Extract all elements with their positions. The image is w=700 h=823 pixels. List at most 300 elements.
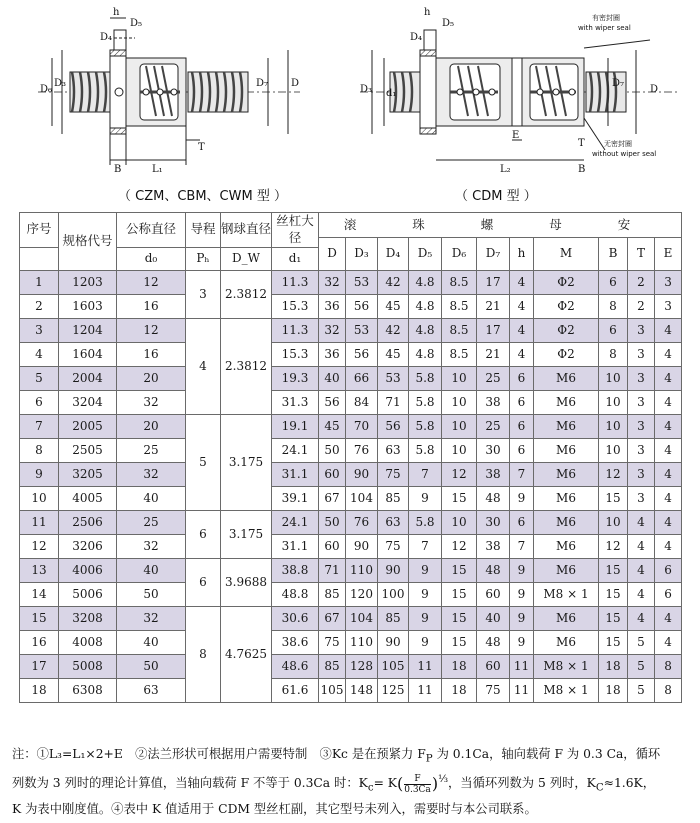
cell-e: 4 — [655, 366, 682, 390]
cell-d3: 53 — [346, 270, 378, 294]
cell-d5: 7 — [409, 534, 442, 558]
cell-m: M6 — [534, 510, 599, 534]
header-no-blank — [20, 247, 59, 270]
header-col-10: E — [655, 238, 682, 271]
cell-m: Φ2 — [534, 270, 599, 294]
cell-ball-dia: 2.3812 — [221, 270, 272, 318]
cell-no: 16 — [20, 630, 59, 654]
cell-d: 67 — [319, 606, 346, 630]
cell-d7: 25 — [477, 414, 510, 438]
cell-h: 6 — [510, 390, 534, 414]
cell-model: 6308 — [59, 678, 117, 702]
table-row — [20, 390, 682, 414]
cell-d3: 148 — [346, 678, 378, 702]
cell-ball-dia: 2.3812 — [221, 318, 272, 414]
cell-d6: 15 — [442, 558, 477, 582]
cell-d: 50 — [319, 438, 346, 462]
seal-bottom-cn: 无密封圈 — [604, 140, 632, 148]
cell-m: M6 — [534, 414, 599, 438]
cell-t: 3 — [628, 414, 655, 438]
cell-d7: 17 — [477, 318, 510, 342]
header-col-5: D₇ — [477, 238, 510, 271]
cell-b: 8 — [599, 294, 628, 318]
cell-ball-dia: 4.7625 — [221, 606, 272, 702]
cell-d4: 63 — [378, 438, 409, 462]
cell-d3: 90 — [346, 462, 378, 486]
spec-table — [19, 212, 682, 703]
table-row — [20, 678, 682, 702]
cell-d: 32 — [319, 270, 346, 294]
cell-d6: 8.5 — [442, 270, 477, 294]
cell-d3: 128 — [346, 654, 378, 678]
cell-no: 3 — [20, 318, 59, 342]
cell-d4: 63 — [378, 510, 409, 534]
cell-b: 12 — [599, 534, 628, 558]
cell-model: 1203 — [59, 270, 117, 294]
cell-screw-dia: 19.1 — [272, 414, 319, 438]
cell-d6: 10 — [442, 414, 477, 438]
header-sym-lead: Pₕ — [186, 247, 221, 270]
cell-model: 3208 — [59, 606, 117, 630]
cell-m: M8 × 1 — [534, 654, 599, 678]
cell-d: 50 — [319, 510, 346, 534]
fraction — [404, 774, 431, 795]
notes-line2-b: = K — [373, 776, 397, 791]
cell-d6: 15 — [442, 606, 477, 630]
cell-h: 7 — [510, 462, 534, 486]
right-label-b: B — [578, 164, 586, 175]
header-no: 序号 — [20, 213, 59, 248]
cell-b: 10 — [599, 390, 628, 414]
cell-nominal-dia: 63 — [117, 678, 186, 702]
cell-ball-dia: 3.9688 — [221, 558, 272, 606]
cell-d4: 125 — [378, 678, 409, 702]
cell-d7: 60 — [477, 582, 510, 606]
cell-d7: 30 — [477, 510, 510, 534]
cell-h: 9 — [510, 486, 534, 510]
cell-d6: 15 — [442, 486, 477, 510]
right-drawing-caption: （ CDM 型 ） — [455, 189, 537, 204]
cell-nominal-dia: 50 — [117, 582, 186, 606]
cell-d3: 120 — [346, 582, 378, 606]
cell-d5: 9 — [409, 582, 442, 606]
cell-d7: 30 — [477, 438, 510, 462]
table-row — [20, 462, 682, 486]
cell-nominal-dia: 20 — [117, 366, 186, 390]
cell-nominal-dia: 32 — [117, 534, 186, 558]
header-col-2: D₄ — [378, 238, 409, 271]
cell-d3: 66 — [346, 366, 378, 390]
right-label-d5: D₅ — [442, 18, 455, 29]
fraction-exp: ⅓ — [438, 773, 448, 786]
cell-d6: 10 — [442, 510, 477, 534]
left-drawing-caption: （ CZM、CBM、CWM 型 ） — [118, 189, 287, 204]
cell-d3: 110 — [346, 558, 378, 582]
cell-model: 3204 — [59, 390, 117, 414]
cell-d5: 5.8 — [409, 510, 442, 534]
left-label-d6: D₆ — [40, 84, 53, 95]
cell-d6: 10 — [442, 438, 477, 462]
cell-d6: 12 — [442, 534, 477, 558]
cell-d7: 38 — [477, 462, 510, 486]
right-label-d: D — [650, 84, 659, 95]
notes-line-2 — [12, 769, 692, 799]
table-row — [20, 582, 682, 606]
cell-e: 4 — [655, 414, 682, 438]
fraction-den: 0.3Ca — [404, 784, 431, 795]
cell-model: 2506 — [59, 510, 117, 534]
notes-line1-a: 注：①L₃=L₁×2+E ②法兰形状可根据用户需要特制 ③Kc 是在预紧力 F — [12, 747, 426, 761]
cell-b: 6 — [599, 318, 628, 342]
cell-d6: 18 — [442, 654, 477, 678]
cell-e: 4 — [655, 630, 682, 654]
cell-d6: 18 — [442, 678, 477, 702]
cell-no: 1 — [20, 270, 59, 294]
header-col-8: B — [599, 238, 628, 271]
cell-d7: 75 — [477, 678, 510, 702]
cell-nominal-dia: 12 — [117, 270, 186, 294]
cell-no: 9 — [20, 462, 59, 486]
cell-h: 6 — [510, 366, 534, 390]
header-sym-ball: D_W — [221, 247, 272, 270]
cell-d: 85 — [319, 654, 346, 678]
cell-d6: 8.5 — [442, 318, 477, 342]
header-col-4: D₆ — [442, 238, 477, 271]
cell-e: 4 — [655, 534, 682, 558]
cell-b: 6 — [599, 270, 628, 294]
cell-screw-dia: 31.1 — [272, 534, 319, 558]
cell-d7: 60 — [477, 654, 510, 678]
cell-nominal-dia: 32 — [117, 606, 186, 630]
cell-screw-dia: 30.6 — [272, 606, 319, 630]
cell-t: 3 — [628, 342, 655, 366]
cell-d7: 48 — [477, 558, 510, 582]
cell-d5: 4.8 — [409, 270, 442, 294]
cell-model: 1204 — [59, 318, 117, 342]
cell-no: 14 — [20, 582, 59, 606]
cell-d4: 56 — [378, 414, 409, 438]
notes-line2-c: ，当循环列数为 5 列时，K — [448, 776, 596, 791]
cell-e: 4 — [655, 342, 682, 366]
cell-nominal-dia: 40 — [117, 486, 186, 510]
table-row — [20, 294, 682, 318]
table-row — [20, 366, 682, 390]
cell-screw-dia: 39.1 — [272, 486, 319, 510]
right-label-l2: L₂ — [500, 164, 511, 175]
cell-t: 2 — [628, 270, 655, 294]
header-sym-nominal: d₀ — [117, 247, 186, 270]
seal-top-en: with wiper seal — [578, 24, 631, 32]
cell-lead: 3 — [186, 270, 221, 318]
table-row — [20, 414, 682, 438]
table-row — [20, 438, 682, 462]
cell-lead: 6 — [186, 558, 221, 606]
cell-nominal-dia: 40 — [117, 630, 186, 654]
header-ball-dia: 钢球直径 — [221, 213, 272, 248]
notes-line2-sub: c — [367, 782, 374, 794]
left-label-d: D — [291, 78, 300, 89]
cell-screw-dia: 15.3 — [272, 294, 319, 318]
cell-d4: 75 — [378, 462, 409, 486]
cell-t: 4 — [628, 606, 655, 630]
cell-e: 4 — [655, 462, 682, 486]
cell-model: 2005 — [59, 414, 117, 438]
cell-d5: 7 — [409, 462, 442, 486]
cell-model: 5008 — [59, 654, 117, 678]
cell-no: 17 — [20, 654, 59, 678]
cell-d4: 42 — [378, 318, 409, 342]
cell-d5: 5.8 — [409, 438, 442, 462]
cell-d: 75 — [319, 630, 346, 654]
cell-screw-dia: 38.8 — [272, 558, 319, 582]
left-label-d7: D₇ — [256, 78, 269, 89]
cell-nominal-dia: 16 — [117, 342, 186, 366]
cell-nominal-dia: 20 — [117, 414, 186, 438]
cell-d: 45 — [319, 414, 346, 438]
cell-m: Φ2 — [534, 294, 599, 318]
cell-b: 15 — [599, 558, 628, 582]
cell-d3: 76 — [346, 510, 378, 534]
cell-h: 4 — [510, 318, 534, 342]
cell-m: M8 × 1 — [534, 678, 599, 702]
cell-b: 18 — [599, 678, 628, 702]
cell-d: 60 — [319, 462, 346, 486]
cell-e: 4 — [655, 438, 682, 462]
cell-e: 6 — [655, 582, 682, 606]
cell-b: 10 — [599, 414, 628, 438]
cell-nominal-dia: 25 — [117, 510, 186, 534]
cell-d7: 40 — [477, 606, 510, 630]
cell-no: 15 — [20, 606, 59, 630]
cell-d3: 76 — [346, 438, 378, 462]
right-label-d7: D₇ — [612, 78, 625, 89]
cell-lead: 5 — [186, 414, 221, 510]
cell-t: 3 — [628, 318, 655, 342]
cell-b: 10 — [599, 366, 628, 390]
cell-m: M8 × 1 — [534, 582, 599, 606]
cell-d: 105 — [319, 678, 346, 702]
cell-lead: 6 — [186, 510, 221, 558]
cell-d7: 48 — [477, 486, 510, 510]
notes-line1-c: 为 0.1Ca，轴向载荷 F 为 0.3 Ca，循环 — [432, 747, 661, 761]
cell-b: 10 — [599, 510, 628, 534]
cell-d3: 110 — [346, 630, 378, 654]
cell-screw-dia: 15.3 — [272, 342, 319, 366]
cell-d3: 84 — [346, 390, 378, 414]
table-row — [20, 534, 682, 558]
cell-e: 4 — [655, 606, 682, 630]
bracket-open: ( — [396, 774, 404, 794]
left-label-t: T — [198, 142, 205, 153]
cell-d5: 4.8 — [409, 342, 442, 366]
cell-h: 4 — [510, 342, 534, 366]
technical-drawings — [0, 0, 700, 185]
cell-e: 6 — [655, 558, 682, 582]
cell-d7: 21 — [477, 294, 510, 318]
cell-d4: 75 — [378, 534, 409, 558]
cell-no: 10 — [20, 486, 59, 510]
header-col-7: M — [534, 238, 599, 271]
cell-nominal-dia: 25 — [117, 438, 186, 462]
header-col-1: D₃ — [346, 238, 378, 271]
cell-d: 56 — [319, 390, 346, 414]
cell-t: 3 — [628, 390, 655, 414]
cell-e: 4 — [655, 318, 682, 342]
cell-t: 4 — [628, 558, 655, 582]
table-row — [20, 342, 682, 366]
cell-e: 4 — [655, 486, 682, 510]
table-row — [20, 318, 682, 342]
cell-m: M6 — [534, 486, 599, 510]
cell-d5: 9 — [409, 630, 442, 654]
table-row — [20, 486, 682, 510]
cell-screw-dia: 31.1 — [272, 462, 319, 486]
seal-bottom-en: without wiper seal — [592, 150, 657, 158]
cell-model: 4005 — [59, 486, 117, 510]
cell-t: 2 — [628, 294, 655, 318]
cell-d6: 8.5 — [442, 342, 477, 366]
cell-d5: 5.8 — [409, 366, 442, 390]
cell-d3: 56 — [346, 342, 378, 366]
cell-no: 18 — [20, 678, 59, 702]
header-col-9: T — [628, 238, 655, 271]
cell-m: M6 — [534, 630, 599, 654]
left-drawing — [38, 18, 300, 165]
cell-d7: 17 — [477, 270, 510, 294]
cell-nominal-dia: 32 — [117, 462, 186, 486]
cell-b: 8 — [599, 342, 628, 366]
cell-b: 18 — [599, 654, 628, 678]
cell-d7: 25 — [477, 366, 510, 390]
bracket-close: ) — [431, 774, 439, 794]
cell-d4: 100 — [378, 582, 409, 606]
cell-d6: 12 — [442, 462, 477, 486]
cell-h: 6 — [510, 438, 534, 462]
cell-screw-dia: 11.3 — [272, 318, 319, 342]
right-label-h: h — [424, 7, 431, 18]
cell-t: 3 — [628, 462, 655, 486]
cell-h: 4 — [510, 294, 534, 318]
cell-h: 9 — [510, 582, 534, 606]
header-screw-dia: 丝杠大径 — [272, 213, 319, 248]
header-nut-group: 滚 珠 螺 母 安 — [319, 213, 682, 238]
cell-model: 3206 — [59, 534, 117, 558]
cell-model: 4006 — [59, 558, 117, 582]
cell-h: 7 — [510, 534, 534, 558]
cell-d6: 10 — [442, 366, 477, 390]
cell-m: M6 — [534, 558, 599, 582]
cell-t: 5 — [628, 630, 655, 654]
cell-model: 3205 — [59, 462, 117, 486]
cell-e: 3 — [655, 270, 682, 294]
cell-d: 36 — [319, 294, 346, 318]
cell-m: Φ2 — [534, 318, 599, 342]
cell-d3: 56 — [346, 294, 378, 318]
right-label-t: T — [578, 138, 585, 149]
cell-lead: 8 — [186, 606, 221, 702]
cell-t: 3 — [628, 486, 655, 510]
cell-d5: 4.8 — [409, 318, 442, 342]
cell-nominal-dia: 40 — [117, 558, 186, 582]
right-label-d3: D₃ — [360, 84, 373, 95]
left-label-l1: L₁ — [152, 164, 163, 175]
fraction-num: F — [404, 774, 431, 785]
left-label-d5: D₅ — [130, 18, 143, 29]
cell-h: 11 — [510, 654, 534, 678]
left-label-b: B — [114, 164, 122, 175]
table-row — [20, 606, 682, 630]
cell-nominal-dia: 12 — [117, 318, 186, 342]
cell-d: 36 — [319, 342, 346, 366]
cell-screw-dia: 11.3 — [272, 270, 319, 294]
left-label-h: h — [113, 7, 120, 18]
right-label-d4: D₄ — [410, 32, 423, 43]
right-label-d1: d₁ — [386, 88, 397, 99]
cell-e: 3 — [655, 294, 682, 318]
cell-b: 10 — [599, 438, 628, 462]
notes — [12, 744, 692, 820]
cell-no: 8 — [20, 438, 59, 462]
cell-nominal-dia: 32 — [117, 390, 186, 414]
cell-screw-dia: 38.6 — [272, 630, 319, 654]
cell-no: 4 — [20, 342, 59, 366]
cell-d3: 104 — [346, 606, 378, 630]
cell-h: 4 — [510, 270, 534, 294]
cell-d3: 104 — [346, 486, 378, 510]
table-row — [20, 558, 682, 582]
cell-h: 9 — [510, 630, 534, 654]
cell-lead: 4 — [186, 318, 221, 414]
cell-b: 15 — [599, 606, 628, 630]
cell-h: 11 — [510, 678, 534, 702]
cell-b: 15 — [599, 582, 628, 606]
cell-screw-dia: 19.3 — [272, 366, 319, 390]
cell-t: 3 — [628, 366, 655, 390]
cell-t: 5 — [628, 654, 655, 678]
table-row — [20, 510, 682, 534]
cell-d5: 11 — [409, 654, 442, 678]
cell-h: 6 — [510, 414, 534, 438]
cell-nominal-dia: 50 — [117, 654, 186, 678]
cell-d6: 10 — [442, 390, 477, 414]
cell-b: 15 — [599, 630, 628, 654]
notes-line2-d: ≈1.6K， — [603, 776, 655, 791]
cell-t: 4 — [628, 582, 655, 606]
header-col-6: h — [510, 238, 534, 271]
cell-h: 6 — [510, 510, 534, 534]
cell-t: 5 — [628, 678, 655, 702]
cell-m: M6 — [534, 606, 599, 630]
cell-e: 4 — [655, 510, 682, 534]
cell-model: 2505 — [59, 438, 117, 462]
cell-d: 32 — [319, 318, 346, 342]
cell-model: 5006 — [59, 582, 117, 606]
cell-h: 9 — [510, 558, 534, 582]
cell-b: 12 — [599, 462, 628, 486]
table-row — [20, 630, 682, 654]
cell-t: 3 — [628, 438, 655, 462]
cell-no: 11 — [20, 510, 59, 534]
cell-d4: 85 — [378, 486, 409, 510]
notes-line2-sub2: C — [595, 782, 604, 794]
cell-screw-dia: 61.6 — [272, 678, 319, 702]
cell-model: 4008 — [59, 630, 117, 654]
header-col-3: D₅ — [409, 238, 442, 271]
right-label-e: E — [512, 130, 520, 141]
cell-m: M6 — [534, 534, 599, 558]
header-sym-screw: d₁ — [272, 247, 319, 270]
cell-nominal-dia: 16 — [117, 294, 186, 318]
